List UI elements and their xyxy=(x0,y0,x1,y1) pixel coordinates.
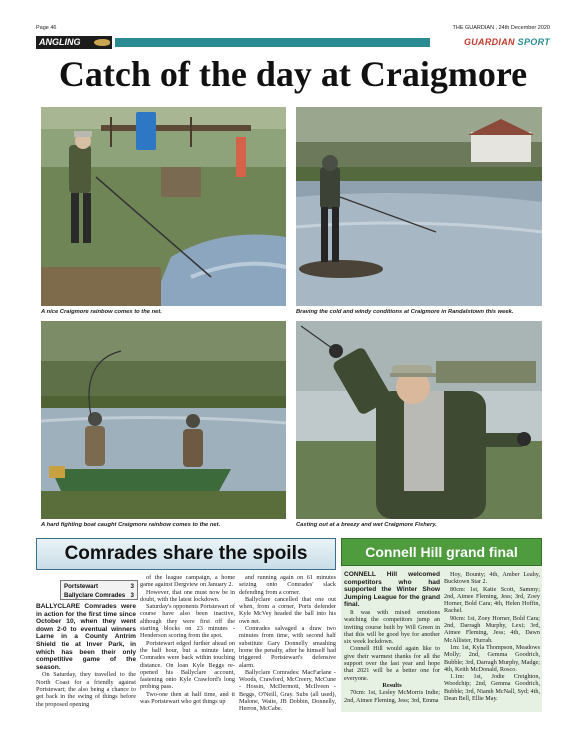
comrades-column-3: and running again on 61 minutes seizing onto Comrades' slack defending from a corner. Ballyclare cancelled that one out when, from a corner, Ports defender Kyle McVey headed the ball into his own net. Comrades salvaged a draw two minutes from time, with second half substitute Gary Donnelly smashing home the penalty, after he himself had triggered Portstewart's defensive alarm. Ballyclare Comrades: MacFarlane - Woods, Crawford, McCreery, McCune - Hossin, McDermott, McIlveen - Beggs, O'Neill, Gray. Subs (all used), Malone, Waite, JB Dobbin, Donnelly, Herron, McCabe. xyxy=(239,574,336,713)
photo-casting xyxy=(296,321,542,519)
page-folio xyxy=(36,25,550,35)
section-label: ANGLING xyxy=(36,36,112,49)
caption-photo-4: Casting out at a breezy and wet Craigmore Fishery. xyxy=(296,522,437,528)
caption-photo-3: A hard fighting boat caught Craigmore rainbow comes to the net. xyxy=(41,522,221,528)
connell-column-2: Hoy, Bounty; 4th, Amber Leahy, Bucktown Star 2. 80cm: 1st, Katie Scott, Sammy; 2nd, Aimee Fleming, Jess; 3rd, Zoey Horner, Bold Cara; 4th, Helen Hoffin, Rachel. 90cm: 1st, Zoey Horner, Bold Cara; 2nd, Darragh Murphy, Lexi; 3rd, Aimee Fleming, Jess; 4th, Dawn McAllister, Hurrah. 1m: 1st, Kyla Thompson, Meadows Molly; 2nd, Gemma Goodrich, Bubble; 3rd, Darragh Murphy, Madge; 4th, Keith McDonald, Rosco. 1.1m: 1st, Jodie Creighton, Woodchip; 2nd, Gemma Goodrich, Bubble; 3rd, Niamh McNall, Syd; 4th, Dean Bell, Ellie May. xyxy=(444,571,540,703)
connell-title-box xyxy=(341,538,542,566)
comrades-title-box xyxy=(36,538,336,570)
caption-photo-1: A nice Craigmore rainbow comes to the net. xyxy=(41,309,162,315)
photo-boat-rainbow xyxy=(41,321,286,519)
page-number: Page 46 xyxy=(36,25,57,31)
brand-logo: GUARDIAN SPORT xyxy=(463,37,550,47)
connell-lead: CONNELL Hill welcomed competitors who had supported the Winter Show Jumping League for the grand final. xyxy=(344,571,440,609)
caption-photo-2: Braving the cold and windy conditions at Craigmore in Randalstown this week. xyxy=(296,309,514,315)
section-stripe xyxy=(115,38,430,47)
score-row: Portstewart 3 xyxy=(64,583,134,590)
comrades-headline: Comrades share the spoils xyxy=(64,543,308,564)
section-bar xyxy=(36,36,550,49)
connell-column-1: CONNELL Hill welcomed competitors who had supported the Winter Show Jumping League for the grand final. It was with mixed emotions watching the competitors jump an inviting course built by Will Green in that this will be good bye for another six week lockdown. Connell Hill would again like to give their warmest thanks for all the support over the last year and hope that 2021 will be a better one for everyone. Results 70cm: 1st, Lesley McMorris Indie; 2nd, Aimee Fleming, Jess; 3rd, Emma xyxy=(344,571,440,704)
results-heading: Results xyxy=(382,681,402,689)
photo-rainbow-net xyxy=(41,107,286,306)
issue-date: THE GUARDIAN , 24th December 2020 xyxy=(452,25,550,31)
scoreline xyxy=(60,580,138,600)
comrades-column-2: of the league campaign, a home game against Dergview on January 2. However, that one must now be in doubt, with the latest lockdown. Saturday's opponents Portstewart of course have also been inactive, although they were first off the starting blocks on 23 minutes - Henderson scoring from the spot. Portstewart edged further ahead on the half hour, but a minute later, Comrades were back within touching distance. On loan Kyle Beggs re-opened his Ballyclare account, fastening onto Kyle Crawford's long probing pass. Two-one then at half time, and it was Portstewart who got things up xyxy=(140,574,235,706)
page-headline: Catch of the day at Craigmore xyxy=(58,54,528,94)
comrades-paragraph: On Saturday, they travelled to the North Coast for a friendly against Portstewart; the also being a chance to get back in the swing of things before the proposed opening xyxy=(36,671,136,708)
comrades-column-1 xyxy=(36,603,136,715)
connell-headline: Connell Hill grand final xyxy=(365,544,518,560)
score-row: Ballyclare Comrades 3 xyxy=(64,592,134,599)
photo-cold-windy xyxy=(296,107,542,306)
comrades-lead: BALLYCLARE Comrades were in action for the first time since October 10, when they went down 2-0 to eventual winners Larne in a County Antrim Shield tie at Inver Park, in which has been their only competitive game of the season. xyxy=(36,603,136,671)
fish-icon xyxy=(94,39,110,46)
